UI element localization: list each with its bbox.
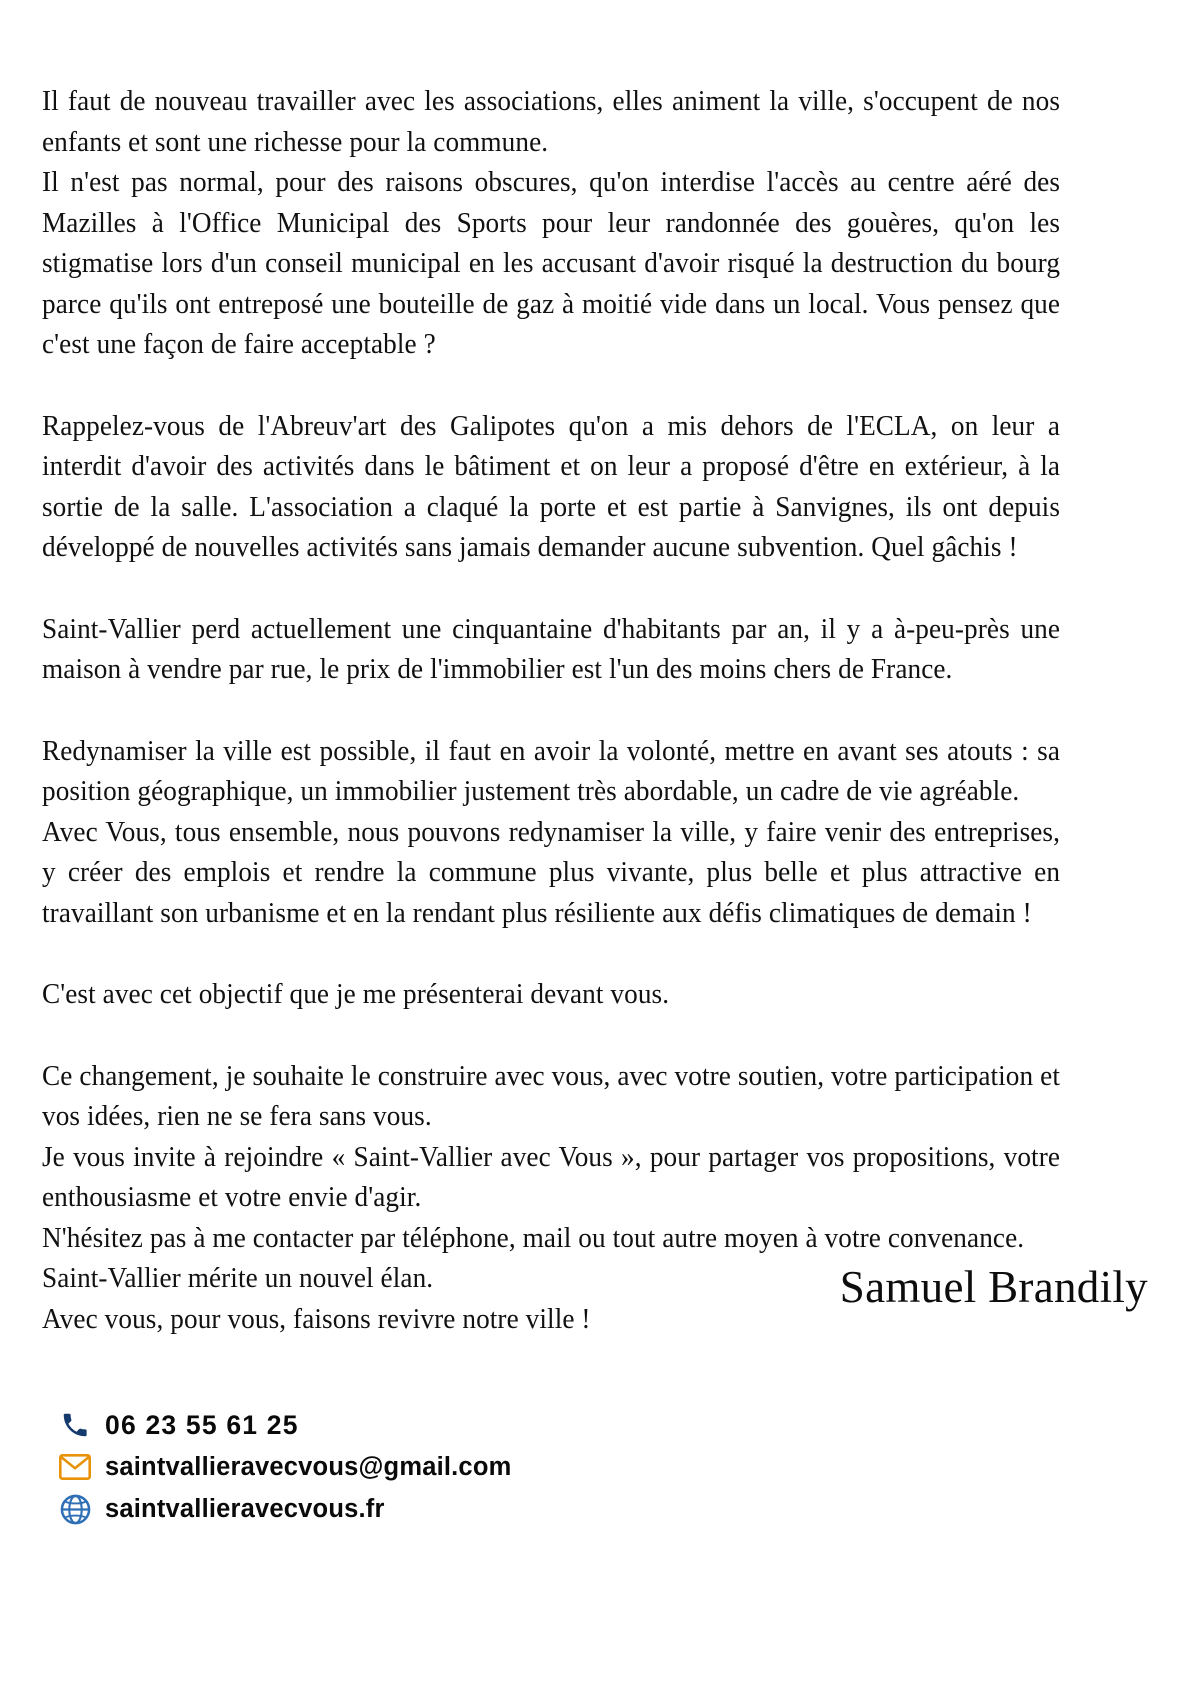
paragraph-block-associations	[42, 82, 1060, 366]
paragraph-block-objectif	[42, 975, 1060, 1016]
paragraph-text: Il faut de nouveau travailler avec les associations, elles animent la ville, s'occupent de nos enfants et sont une richesse pour la commune.	[42, 86, 1061, 158]
paragraph-spacer	[42, 569, 1060, 610]
paragraph-block-demographie	[42, 610, 1060, 691]
contact-block	[58, 1406, 758, 1532]
letter-body	[42, 82, 1060, 1340]
paragraph-text: Il n'est pas normal, pour des raisons obscures, qu'on interdise l'accès au centre aéré des Mazilles à l'Office Municipal des Sports pour leur randonnée des gouères, qu'on les stigmatise lors d'un conseil municipal en les accusant d'avoir risqué la destruction du bourg parce qu'ils ont entreposé une bouteille de gaz à moitié vide dans un local. Vous pensez que c'est une façon de faire acceptable ?	[42, 167, 1061, 360]
paragraph-text: Avec Vous, tous ensemble, nous pouvons redynamiser la ville, y faire venir des entreprises, y créer des emplois et rendre la commune plus vivante, plus belle et plus attractive en travaillant son urbanisme et en la rendant plus résiliente aux défis climatiques de demain !	[42, 816, 1061, 929]
signature-name: Samuel Brandily	[839, 1262, 1148, 1312]
contact-row-website[interactable]	[58, 1490, 758, 1528]
paragraph-block-galipotes	[42, 407, 1060, 569]
paragraph-text: Avec vous, pour vous, faisons revivre notre ville !	[42, 1303, 591, 1335]
phone-icon	[58, 1408, 92, 1442]
globe-icon	[58, 1492, 92, 1526]
contact-row-phone[interactable]	[58, 1406, 758, 1444]
phone-number: 06 23 55 61 25	[105, 1409, 299, 1440]
paragraph-text: C'est avec cet objectif que je me présenterai devant vous.	[42, 979, 670, 1010]
website-url: saintvallieravecvous.fr	[105, 1494, 385, 1523]
paragraph-text: Ce changement, je souhaite le construire avec vous, avec votre soutien, votre participation et vos idées, rien ne se fera sans vous.	[42, 1060, 1061, 1132]
paragraph-spacer	[42, 934, 1060, 975]
email-address: saintvallieravecvous@gmail.com	[105, 1452, 512, 1481]
paragraph-text: Saint-Vallier mérite un nouvel élan.	[42, 1263, 434, 1294]
paragraph-text: Saint-Vallier perd actuellement une cinquantaine d'habitants par an, il y a à-peu-près une maison à vendre par rue, le prix de l'immobilier est l'un des moins chers de France.	[42, 613, 1061, 685]
paragraph-spacer	[42, 691, 1060, 732]
paragraph-block-redynamiser	[42, 732, 1060, 935]
paragraph-text: N'hésitez pas à me contacter par téléphone, mail ou tout autre moyen à votre convenance.	[42, 1222, 1025, 1254]
paragraph-text: Redynamiser la ville est possible, il faut en avoir la volonté, mettre en avant ses atouts : sa position géographique, un immobilier justement très abordable, un cadre de vie agréable.	[42, 735, 1061, 807]
envelope-icon	[58, 1450, 92, 1484]
paragraph-spacer	[42, 366, 1060, 407]
paragraph-spacer	[42, 1016, 1060, 1057]
contact-row-email[interactable]	[58, 1448, 758, 1486]
paragraph-text: Rappelez-vous de l'Abreuv'art des Galipotes qu'on a mis dehors de l'ECLA, on leur a interdit d'avoir des activités dans le bâtiment et on leur a proposé d'être en extérieur, à la sortie de la salle. L'association a claqué la porte et est partie à Sanvignes, ils ont depuis développé de nouvelles activités sans jamais demander aucune subvention. Quel gâchis !	[42, 410, 1061, 563]
paragraph-text: Je vous invite à rejoindre « Saint-Vallier avec Vous », pour partager vos propositions, votre enthousiasme et votre envie d'agir.	[42, 1141, 1061, 1213]
